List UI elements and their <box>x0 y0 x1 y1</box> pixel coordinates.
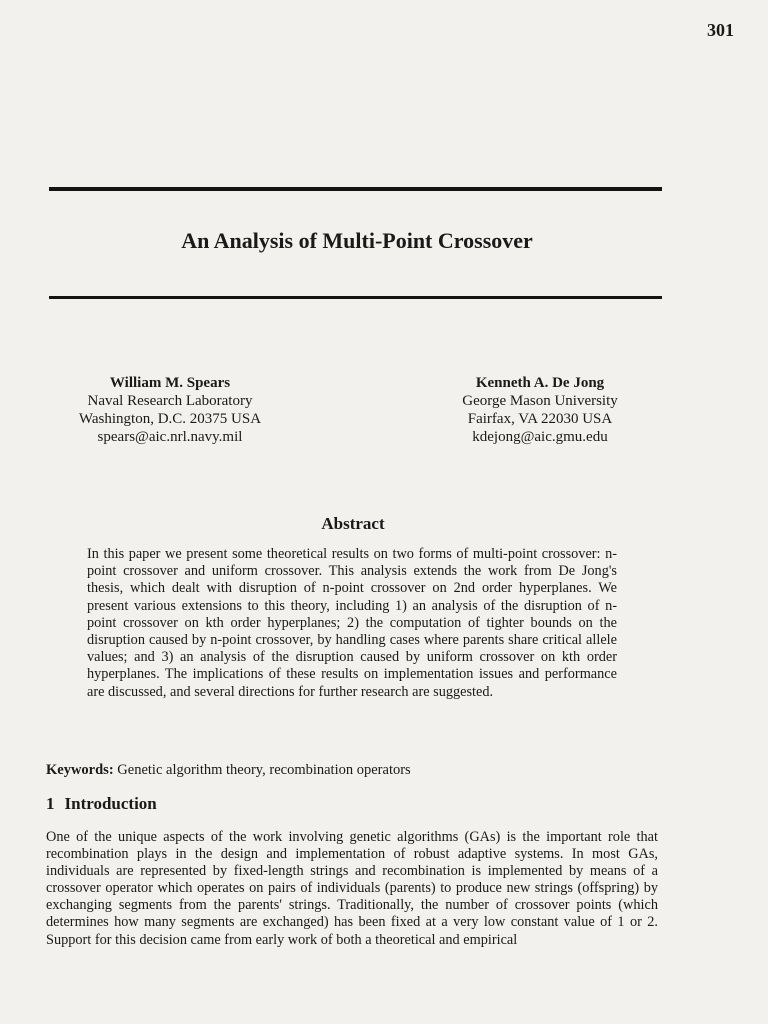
author-affiliation: Naval Research Laboratory <box>87 393 253 409</box>
author-affiliation: George Mason University <box>462 393 618 409</box>
abstract-body: In this paper we present some theoretical results on two forms of multi-point crossover: n-point crossover and uniform crossover. This analysis extends the work from De Jong's thesis, which dealt with disruption of n-point crossover on 2nd order hyperplanes. We present various extensions to this theory, including 1) an analysis of the disruption of n-point crossover on kth order hyperplanes; 2) the computation of tighter bounds on the disruption caused by n-point crossover, by handling cases where parents share critical allele values; and 3) an analysis of the disruption caused by uniform crossover on kth order hyperplanes. The implications of these results on implementation issues and performance are discussed, and several directions for further research are suggested. <box>87 546 617 700</box>
section-title: Introduction <box>64 794 157 813</box>
author-block-1 <box>50 374 290 446</box>
title-rule-top <box>49 187 662 191</box>
section-number: 1 <box>46 794 55 813</box>
section-heading <box>46 794 157 814</box>
title-rule-bottom <box>49 296 662 299</box>
author-name: Kenneth A. De Jong <box>475 375 605 391</box>
paper-title: An Analysis of Multi-Point Crossover <box>181 228 533 253</box>
author-address: Fairfax, VA 22030 USA <box>467 411 613 427</box>
author-email: spears@aic.nrl.navy.mil <box>97 429 243 445</box>
keywords-label: Keywords: <box>46 762 114 778</box>
author-name: William M. Spears <box>109 375 231 391</box>
page-number: 301 <box>707 20 734 40</box>
keywords-text: Genetic algorithm theory, recombination operators <box>117 762 411 778</box>
introduction-body: One of the unique aspects of the work involving genetic algorithms (GAs) is the important role that recombination plays in the design and implementation of robust adaptive systems. In most GAs, individuals are represented by fixed-length strings and recombination is implemented by means of a crossover operator which operates on pairs of individuals (parents) to produce new strings (offspring) by exchanging segments from the parents' strings. Traditionally, the number of crossover points (which determines how many segments are exchanged) has been fixed at a very low constant value of 1 or 2. Support for this decision came from early work of both a theoretical and empirical <box>46 829 658 948</box>
author-address: Washington, D.C. 20375 USA <box>78 411 262 427</box>
author-email: kdejong@aic.gmu.edu <box>472 429 608 445</box>
keywords-line <box>46 762 666 779</box>
author-block-2 <box>420 374 660 446</box>
abstract-heading: Abstract <box>321 514 385 533</box>
